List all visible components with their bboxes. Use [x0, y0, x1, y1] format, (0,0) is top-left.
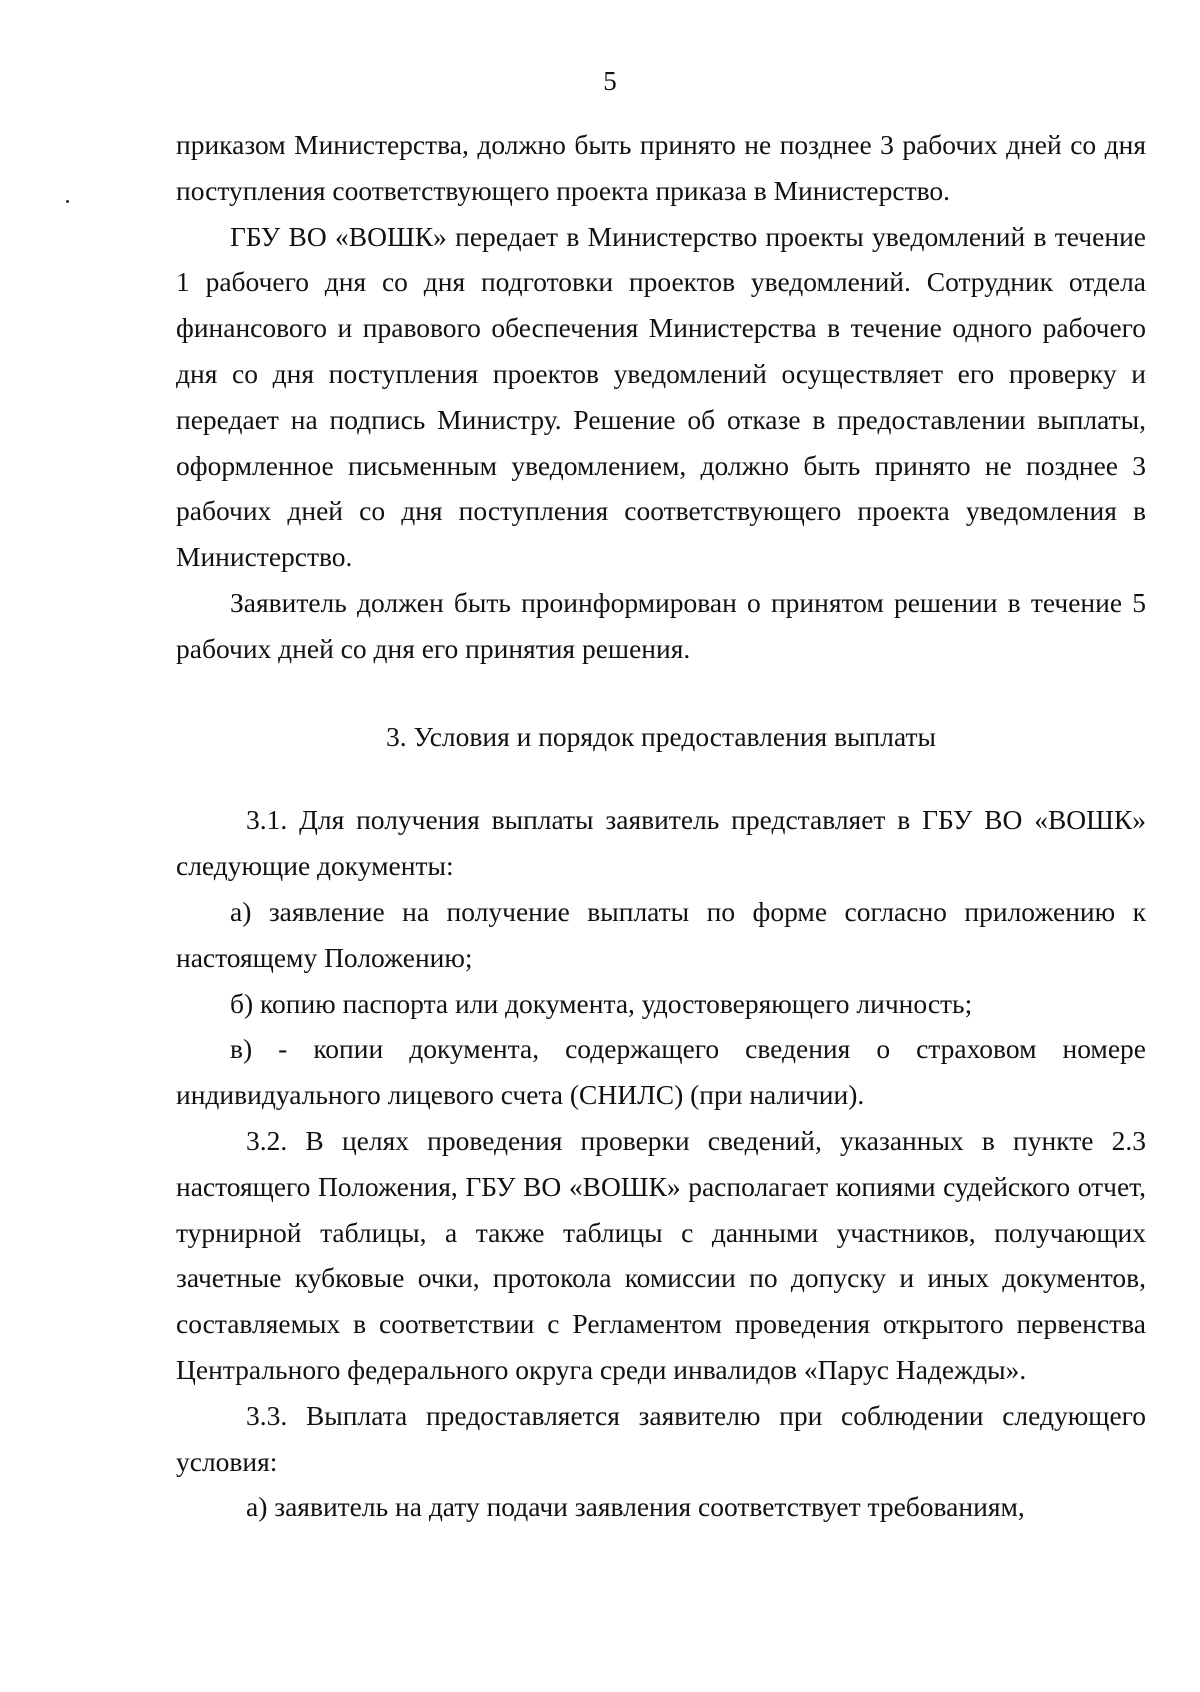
section-3-heading: 3. Условия и порядок предоставления выплаты	[386, 720, 936, 752]
paragraph-3-3: 3.3. Выплата предоставляется заявителю при соблюдении следующего условия:	[176, 1399, 1146, 1477]
paragraph-order-decision: приказом Министерства, должно быть принято не позднее 3 рабочих дней со дня поступления соответствующего проекта приказа в Министерство.	[176, 129, 1146, 206]
paragraph-notifications: ГБУ ВО «ВОШК» передает в Министерство проекты уведомлений в течение 1 рабочего дня со дня подготовки проектов уведомлений. Сотрудник отдела финансового и правового обеспечения Министерства в течение одного рабочего дня со дня поступления проектов уведомлений осуществляет его проверку и передает на подпись Министру. Решение об отказе в предоставлении выплаты, оформленное письменным уведомлением, должно быть принято не позднее 3 рабочих дней со дня поступления соответствующего проекта уведомления в Министерство.	[176, 220, 1146, 573]
document-body	[176, 122, 1146, 1530]
list-item-v: в) - копии документа, содержащего сведения о страховом номере индивидуального лицевого счета (СНИЛС) (при наличии).	[176, 1033, 1146, 1111]
paragraph-3-1: 3.1. Для получения выплаты заявитель представляет в ГБУ ВО «ВОШК» следующие документы:	[176, 804, 1146, 882]
list-item-b: б) копию паспорта или документа, удостоверяющего личность;	[230, 987, 973, 1019]
list-item-a: а) заявление на получение выплаты по форме согласно приложению к настоящему Положению;	[176, 895, 1146, 973]
scan-speck	[66, 200, 69, 203]
paragraph-3-3-a: а) заявитель на дату подачи заявления соответствует требованиям,	[246, 1491, 1025, 1523]
paragraph-3-2: 3.2. В целях проведения проверки сведений, указанных в пункте 2.3 настоящего Положения, ГБУ ВО «ВОШК» располагает копиями судейского отчет, турнирной таблицы, а также таблицы с данными участников, получающих зачетные кубковые очки, протокола комиссии по допуску и иных документов, составляемых в соответствии с Регламентом проведения открытого первенства Центрального федерального округа среди инвалидов «Парус Надежды».	[176, 1124, 1146, 1385]
page-number: 5	[603, 66, 617, 96]
paragraph-applicant-informed: Заявитель должен быть проинформирован о принятом решении в течение 5 рабочих дней со дня его принятия решения.	[176, 586, 1146, 664]
